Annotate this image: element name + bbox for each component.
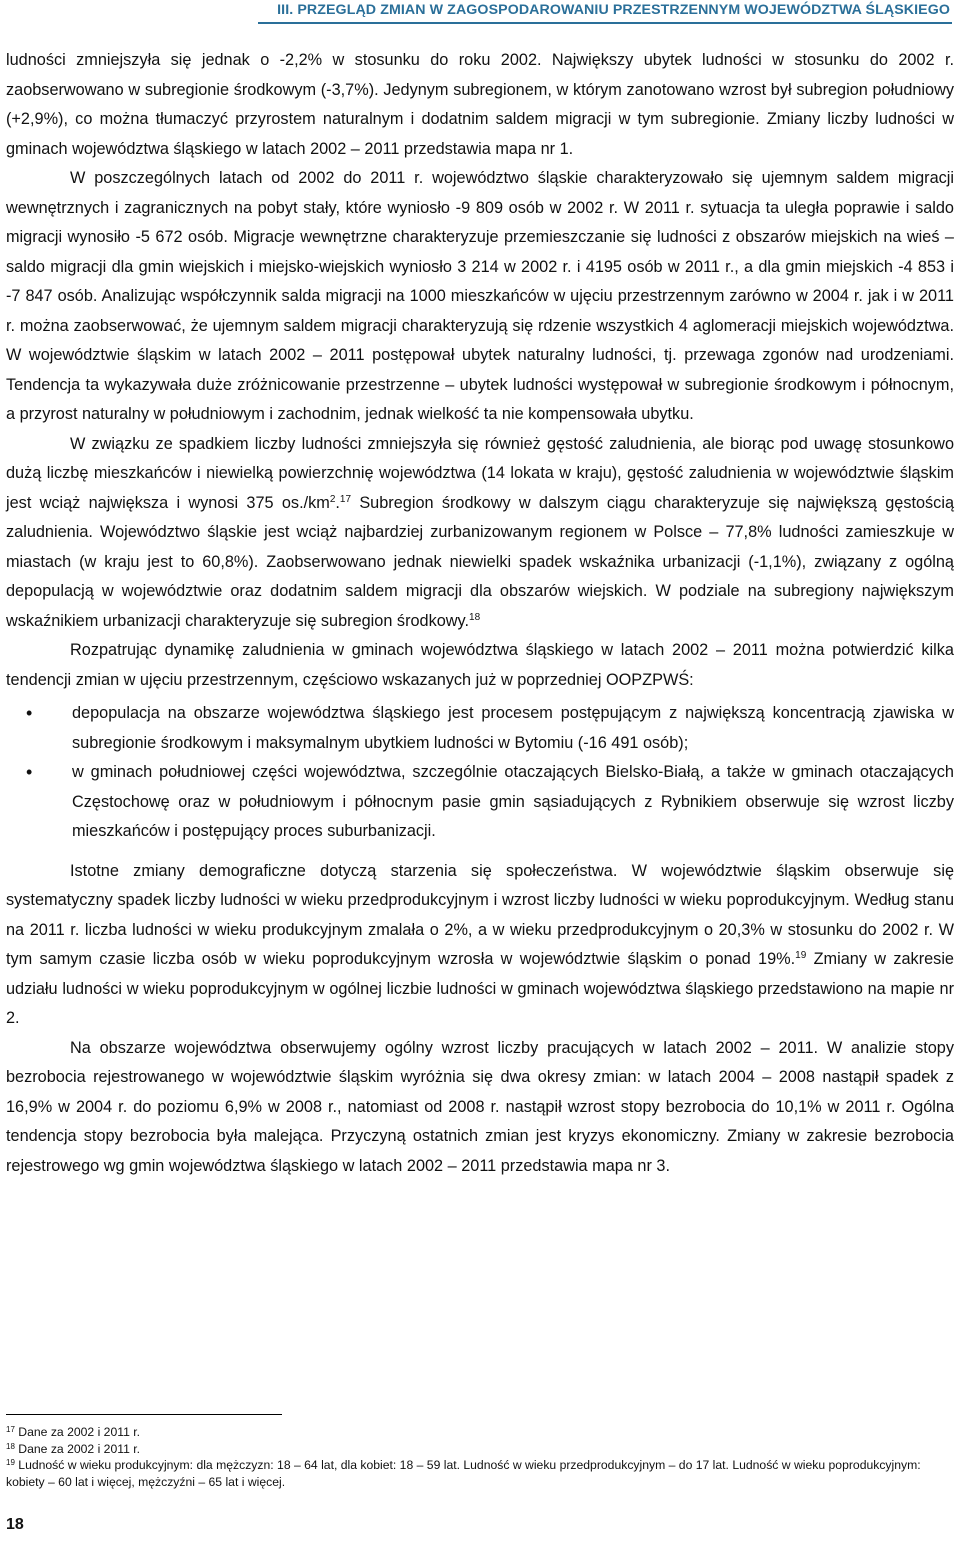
paragraph-density: [6, 430, 954, 637]
footnote-19: [6, 1457, 954, 1490]
paragraph-dynamics: Rozpatrując dynamikę zaludnienia w gminach województwa śląskiego w latach 2002 – 2011 można potwierdzić kilka tendencji zmian w ujęciu przestrzennym, częściowo wskazanych już w poprzedniej OOPZPWŚ:: [6, 641, 954, 689]
footnotes: [6, 1424, 954, 1490]
list-item: [6, 699, 954, 758]
list-item-text: depopulacja na obszarze województwa śląskiego jest procesem postępującym z największą koncentracją zjawiska w subregionie środkowym i maksymalnym ubytkiem ludności w Bytomiu (-16 491 osób);: [72, 704, 954, 752]
list-item: [6, 758, 954, 847]
main-content: [6, 46, 954, 1181]
footnote-18: [6, 1441, 954, 1458]
tendency-list: [6, 699, 954, 847]
footnote-ref-19[interactable]: 19: [795, 950, 807, 961]
footnote-number: 18: [6, 1441, 15, 1451]
list-item-text: w gminach południowej części województwa, szczególnie otaczających Bielsko-Białą, a także w gminach otaczających Częstochowę oraz w południowym i północnym pasie gmin sąsiadujących z Rybnikiem obserwuje się wzrost liczby mieszkańców i postępujący proces suburbanizacji.: [72, 763, 954, 840]
footnote-17: [6, 1424, 954, 1441]
footnote-ref-17[interactable]: 17: [339, 493, 352, 505]
page-header: [0, 0, 960, 28]
paragraph-ageing: [6, 857, 954, 1034]
footnote-number: 19: [6, 1458, 15, 1467]
header-title: III. PRZEGLĄD ZMIAN W ZAGOSPODAROWANIU PRZESTRZENNYM WOJEWÓDZTWA ŚLĄSKIEGO: [277, 2, 950, 18]
bullet-icon: •: [26, 703, 33, 723]
footnote-text: Dane za 2002 i 2011 r.: [14, 1441, 141, 1456]
ageing-text-cont: Zmiany w zakresie udziału ludności w wieku poprodukcyjnym w ogólnej liczbie ludności w gminach województwa śląskiego przedstawiono na mapie nr 2.: [6, 950, 954, 1027]
unit-superscript: 2: [329, 493, 336, 505]
paragraph-population: ludności zmniejszyła się jednak o -2,2% w stosunku do roku 2002. Największy ubytek ludności w stosunku do 2002 r. zaobserwowano w subregionie środkowym (-3,7%). Jedynym subregionem, w którym zanotowano wzrost był subregion południowy (+2,9%), co można tłumaczyć przyrostem naturalnym i dodatnim saldem migracji w tym subregionie. Zmiany liczby ludności w gminach województwa śląskiego w latach 2002 – 2011 przedstawia mapa nr 1.: [6, 51, 954, 158]
density-text: W związku ze spadkiem liczby ludności zmniejszyła się również gęstość zaludnienia, ale biorąc pod uwagę stosunkowo dużą liczbę mieszkańców i niewielką powierzchnię województwa (14 lokata w kraju), gęstość zaludnienia w województwie śląskim jest wciąż największa i wynosi 375 os./km: [6, 434, 954, 512]
footnote-text: Dane za 2002 i 2011 r.: [14, 1425, 141, 1439]
page-number: 18: [6, 1516, 24, 1533]
bullet-icon: •: [26, 762, 33, 782]
density-text-cont: Subregion środkowy w dalszym ciągu charakteryzuje się największą gęstością zaludnienia. Województwo śląskie jest wciąż najbardziej zurbanizowanym regionem w Polsce – 77,8% ludności zamieszkuje w miastach (w kraju jest to 60,8%). Zaobserwowano jednak niewielki spadek wskaźnika urbanizacji (-1,1%), związany z ogólną depopulacją w województwie oraz dodatnim saldem migracji dla obszarów wiejskich. W podziale na subregiony największym wskaźnikiem urbanizacji charakteryzuje się subregion środkowy.: [6, 493, 954, 630]
density-dot: .: [335, 493, 340, 512]
footnote-text: Ludność w wieku produkcyjnym: dla mężczyzn: 18 – 64 lat, dla kobiet: 18 – 59 lat. Ludność w wieku przedprodukcyjnym – do 17 lat. Ludność w wieku poprodukcyjnym: kobiety – 60 lat i więcej, mężczyźni – 65 lat i więcej.: [6, 1458, 921, 1489]
footnote-separator: [6, 1414, 282, 1415]
footnote-number: 17: [6, 1425, 15, 1434]
paragraph-unemployment: Na obszarze województwa obserwujemy ogólny wzrost liczby pracujących w latach 2002 – 2011. W analizie stopy bezrobocia rejestrowanego w województwie śląskim wyróżnia się dwa okresy zmian: w latach 2004 – 2008 nastąpił spadek z 16,9% w 2004 r. do poziomu 6,9% w 2008 r., natomiast od 2008 r. nastąpił wzrost stopy bezrobocia do 10,1% w 2011 r. Ogólna tendencja stopy bezrobocia była malejąca. Przyczyną ostatnich zmian jest kryzys ekonomiczny. Zmiany w zakresie bezrobocia rejestrowego wg gmin województwa śląskiego w latach 2002 – 2011 przedstawia mapa nr 3.: [6, 1038, 954, 1175]
header-rule: [258, 22, 952, 24]
ageing-text: Istotne zmiany demograficzne dotyczą starzenia się społeczeństwa. W województwie śląskim obserwuje się systematyczny spadek liczby ludności w wieku przedprodukcyjnym i wzrost liczby ludności w wieku poprodukcyjnym. Według stanu na 2011 r. liczba ludności w wieku produkcyjnym zmalała o 2%, a w wieku przedprodukcyjnym o 20,3% w stosunku do 2002 r. W tym samym czasie liczba osób w wieku poprodukcyjnym wzrosła w województwie śląskim o ponad 19%.: [6, 861, 954, 968]
paragraph-migration: W poszczególnych latach od 2002 do 2011 r. województwo śląskie charakteryzowało się ujemnym saldem migracji wewnętrznych i zagranicznych na pobyt stały, które wyniosło -9 809 osób w 2002 r. W 2011 r. sytuacja ta uległa poprawie i saldo migracji wynosiło -5 672 osób. Migracje wewnętrzne charakteryzuje przemieszczanie się ludności z obszarów miejskich na wieś – saldo migracji dla gmin wiejskich i miejsko-wiejskich wyniosło 3 214 w 2002 r. i 4195 osób w 2011 r., a dla gmin miejskich -4 853 i -7 847 osób. Analizując współczynnik salda migracji na 1000 mieszkańców w ujęciu przestrzennym zarówno w 2004 r. jak i w 2011 r. można zaobserwować, że ujemnym saldem migracji charakteryzują się rdzenie wszystkich 4 aglomeracji miejskich województwa. W województwie śląskim w latach 2002 – 2011 postępował ubytek naturalny ludności, tj. przewaga zgonów nad urodzeniami. Tendencja ta wykazywała duże zróżnicowanie przestrzenne – ubytek ludności występował w subregionie środkowym i północnym, a przyrost naturalny w południowym i zachodnim, jednak wielkość ta nie kompensowała ubytku.: [6, 169, 954, 423]
footnote-ref-18[interactable]: 18: [469, 611, 481, 623]
